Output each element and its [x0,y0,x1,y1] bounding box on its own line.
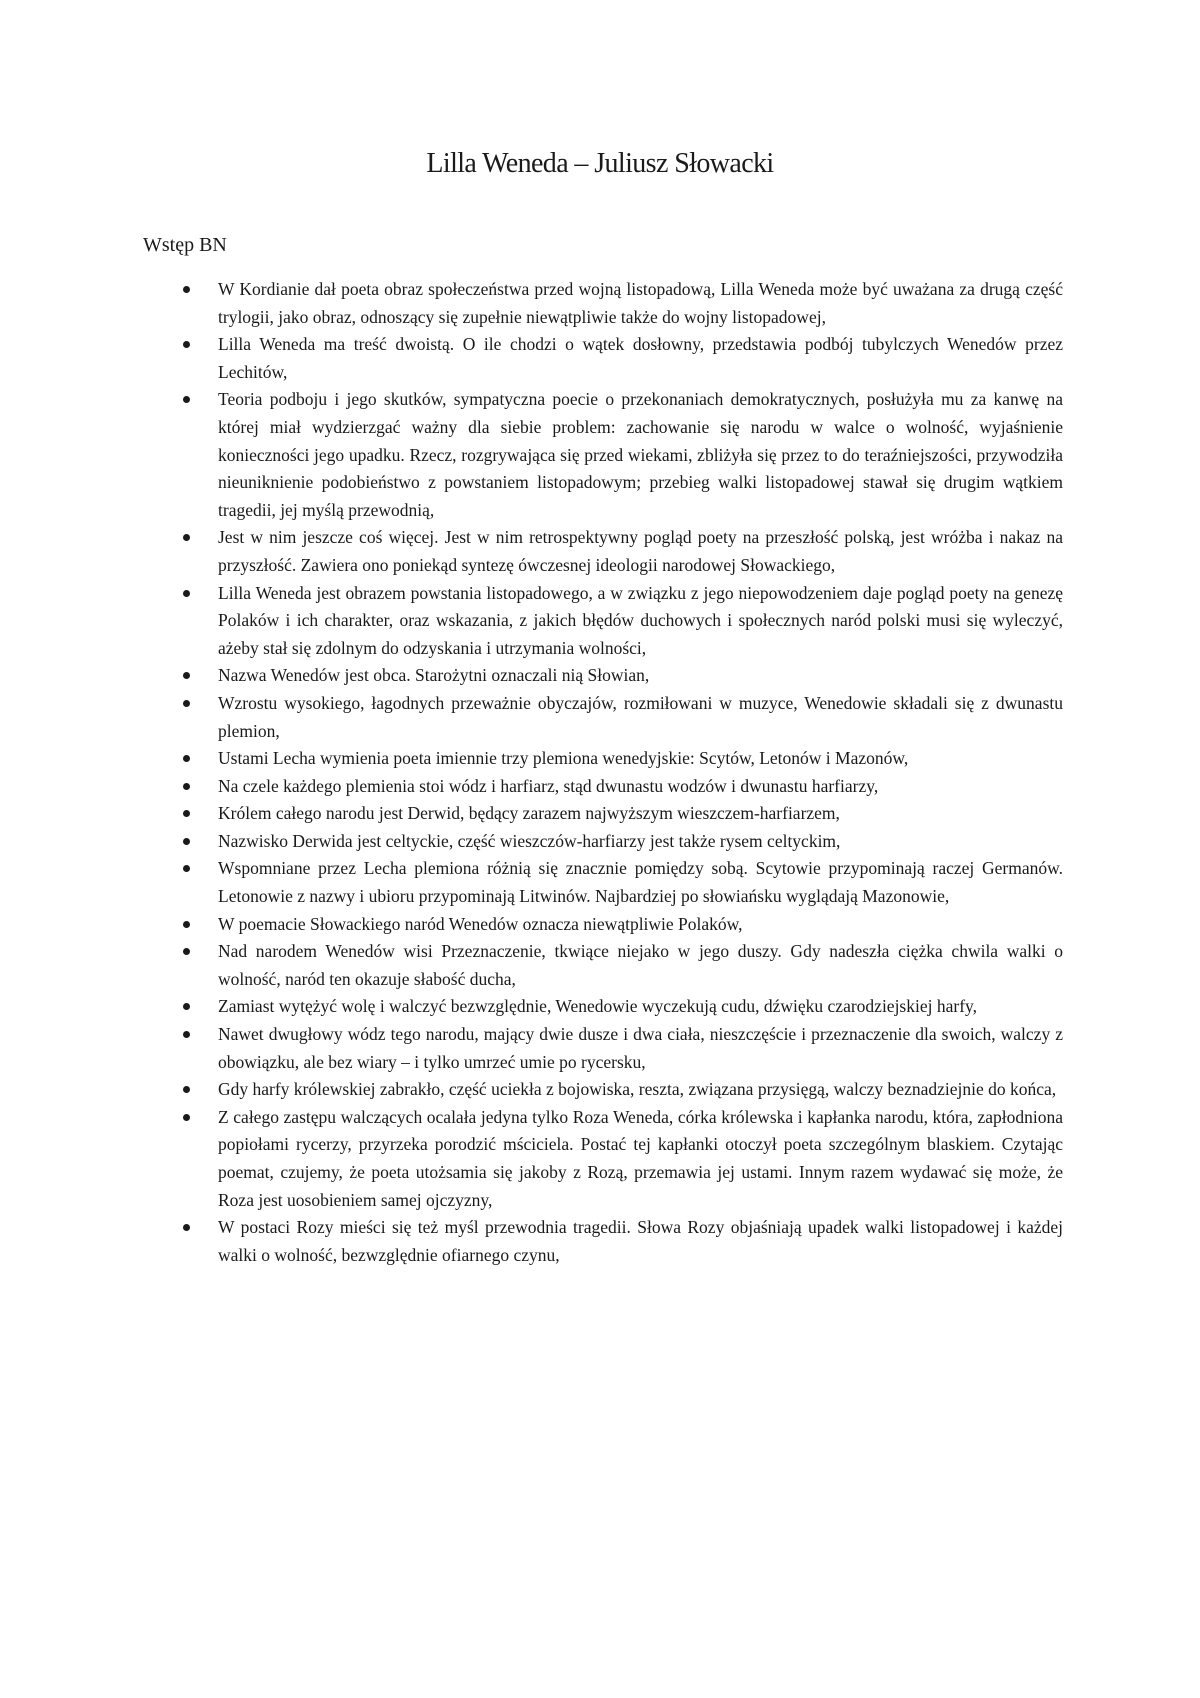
bullet-icon [183,341,190,348]
list-item [143,1076,1063,1104]
list-item-text: W Kordianie dał poeta obraz społeczeństwa przed wojną listopadową, Lilla Weneda może być uważana za drugą część trylogii, jako obraz, odnoszący się zupełnie niewątpliwie także do wojny listopadowej, [218,279,1063,327]
list-item [143,800,1063,828]
bullet-list [143,276,1063,1269]
list-item [143,1104,1063,1214]
section-heading: Wstęp BN [143,234,227,256]
list-item [143,1214,1063,1269]
bullet-icon [183,590,190,597]
bullet-icon [183,1114,190,1121]
list-item-text: Zamiast wytężyć wolę i walczyć bezwzględnie, Wenedowie wyczekują cudu, dźwięku czarodziejskiej harfy, [218,996,978,1017]
list-item [143,386,1063,524]
list-item-text: Ustami Lecha wymienia poeta imiennie trzy plemiona wenedyjskie: Scytów, Letonów i Mazonów, [218,748,909,769]
bullet-icon [183,1003,190,1010]
list-item [143,745,1063,773]
bullet-icon [183,1224,190,1231]
list-item-text: Teoria podboju i jego skutków, sympatyczna poecie o przekonaniach demokratycznych, posłużyła mu za kanwę na której miał wydzierzgać ważny dla siebie problem: zachowanie się narodu w walce o wolność, wyjaśnienie konieczności jego upadku. Rzecz, rozgrywająca się przed wiekami, zbliżyła się przez to do teraźniejszości, przywodziła nieuniknienie podobieństwo z powstaniem listopadowym; przebieg walki listopadowej stawał się drugim wątkiem tragedii, jej myślą przewodnią, [218,389,1063,520]
list-item [143,276,1063,331]
list-item [143,580,1063,663]
list-item [143,855,1063,910]
list-item [143,993,1063,1021]
bullet-icon [183,948,190,955]
list-item-text: Na czele każdego plemienia stoi wódz i harfiarz, stąd dwunastu wodzów i dwunastu harfiarzy, [218,775,879,796]
bullet-icon [183,865,190,872]
list-item-text: W postaci Rozy mieści się też myśl przewodnia tragedii. Słowa Rozy objaśniają upadek walki listopadowej i każdej walki o wolność, bezwzględnie ofiarnego czynu, [218,1217,1063,1265]
bullet-icon [183,286,190,293]
bullet-icon [183,810,190,817]
bullet-icon [183,700,190,707]
list-item [143,938,1063,993]
list-item [143,1021,1063,1076]
bullet-icon [183,534,190,541]
list-item-text: Nawet dwugłowy wódz tego narodu, mający dwie dusze i dwa ciała, nieszczęście i przeznaczenie dla swoich, walczy z obowiązku, ale bez wiary – i tylko umrzeć umie po rycersku, [218,1024,1063,1072]
list-item-text: Nazwisko Derwida jest celtyckie, część wieszczów-harfiarzy jest także rysem celtyckim, [218,830,841,851]
list-item-text: Nazwa Wenedów jest obca. Starożytni oznaczali nią Słowian, [218,665,650,686]
list-item-text: Gdy harfy królewskiej zabrakło, część uciekła z bojowiska, reszta, związana przysięgą, walczy beznadziejnie do końca, [218,1079,1057,1100]
list-item-text: Wzrostu wysokiego, łagodnych przeważnie obyczajów, rozmiłowani w muzyce, Wenedowie składali się z dwunastu plemion, [218,692,1063,741]
bullet-icon [183,783,190,790]
bullet-icon [183,396,190,403]
bullet-icon [183,1086,190,1093]
list-item-text: Nad narodem Wenedów wisi Przeznaczenie, tkwiące niejako w jego duszy. Gdy nadeszła ciężka chwila walki o wolność, naród ten okazuje słabość ducha, [218,941,1063,989]
list-item [143,828,1063,856]
list-item-text: Jest w nim jeszcze coś więcej. Jest w nim retrospektywny pogląd poety na przeszłość polską, jest wróżba i nakaz na przyszłość. Zawiera ono poniekąd syntezę ówczesnej ideologii narodowej Słowackiego, [218,527,1063,575]
list-item-text: Królem całego narodu jest Derwid, będący zarazem najwyższym wieszczem-harfiarzem, [218,803,840,824]
list-item-text: Z całego zastępu walczących ocalała jedyna tylko Roza Weneda, córka królewska i kapłanka narodu, która, zapłodniona popiołami rycerzy, przyrzeka porodzić mściciela. Postać tej kapłanki otoczył poeta szczególnym blaskiem. Czytając poemat, czujemy, że poeta utożsamia się jakoby z Rozą, przemawia jej ustami. Innym razem wydawać się może, że Roza jest uosobieniem samej ojczyzny, [218,1106,1063,1210]
list-item-text: Lilla Weneda ma treść dwoistą. O ile chodzi o wątek dosłowny, przedstawia podbój tubylczych Wenedów przez Lechitów, [218,334,1063,382]
list-item-text: Wspomniane przez Lecha plemiona różnią się znacznie pomiędzy sobą. Scytowie przypominają raczej Germanów. Letonowie z nazwy i ubioru przypominają Litwinów. Najbardziej po słowiańsku wyglądają Mazonowie, [218,858,1063,907]
list-item [143,911,1063,939]
list-item-text: W poemacie Słowackiego naród Wenedów oznacza niewątpliwie Polaków, [218,913,743,934]
list-item [143,524,1063,579]
bullet-icon [183,838,190,845]
bullet-icon [183,921,190,928]
bullet-icon [183,1031,190,1038]
list-item [143,773,1063,801]
bullet-icon [183,672,190,679]
document-title: Lilla Weneda – Juliusz Słowacki [426,148,774,179]
bullet-icon [183,755,190,762]
list-item [143,662,1063,690]
list-item-text: Lilla Weneda jest obrazem powstania listopadowego, a w związku z jego niepowodzeniem daje pogląd poety na genezę Polaków i ich charakter, oraz wskazania, z jakich błędów duchowych i społecznych naród polski musi się wyleczyć, ażeby stał się zdolnym do odzyskania i utrzymania wolności, [218,582,1063,658]
list-item [143,690,1063,745]
list-item [143,331,1063,386]
